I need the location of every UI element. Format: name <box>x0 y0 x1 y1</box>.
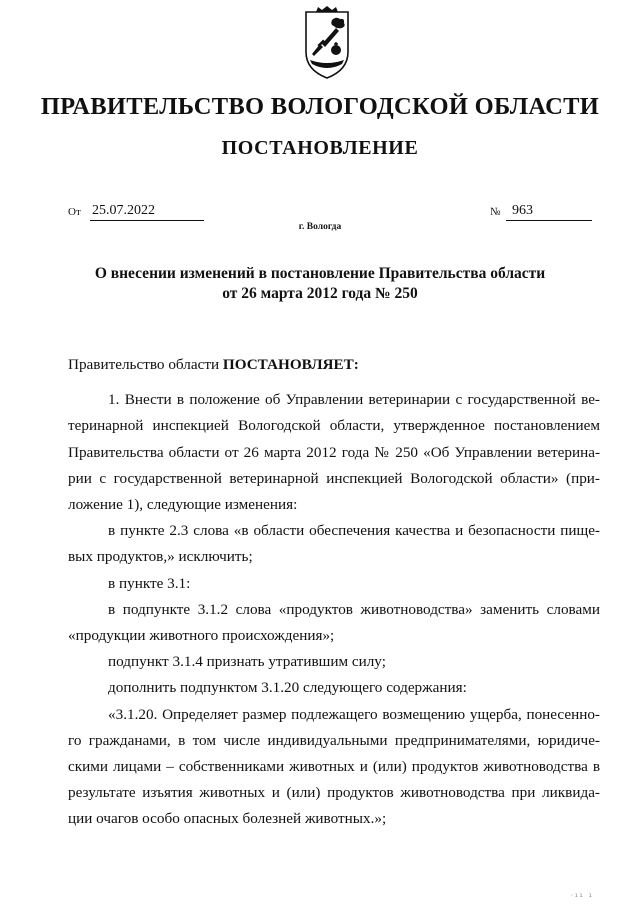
paragraph-line: дополнить подпунктом 3.1.20 следующего содержания: <box>108 679 467 697</box>
paragraph-line: в пункте 3.1: <box>108 574 191 592</box>
subject-line-1: О внесении изменений в постановление Правительства области <box>94 265 546 282</box>
paragraph-line: 1. Внести в положение об Управлении ветеринарии с государственной ве- <box>108 391 600 409</box>
paragraph-4 <box>68 597 600 649</box>
intro-keyword: ПОСТАНОВЛЯЕТ: <box>222 356 359 373</box>
paragraph-line: в подпункте 3.1.2 слова «продуктов животноводства» заменить словами <box>108 600 600 618</box>
paragraph-line: в пункте 2.3 слова «в области обеспечения качества и безопасности пище- <box>108 522 600 540</box>
paragraph-7 <box>68 702 600 833</box>
paragraph-line: результате изъятия животных и (или) продуктов животноводства при ликвида- <box>68 784 600 802</box>
city-label: г. Вологда <box>298 222 342 232</box>
document-number: 963 <box>506 203 592 221</box>
document-date: 25.07.2022 <box>90 203 204 221</box>
paragraph-3 <box>68 571 600 597</box>
paragraph-line: скими лицами – собственниками животных и (или) продуктов животноводства в <box>68 758 600 776</box>
subject-line-2: от 26 марта 2012 года № 250 <box>222 285 418 302</box>
intro-paragraph <box>68 352 600 378</box>
paragraph-line: «3.1.20. Определяет размер подлежащего возмещению ущерба, понесенно- <box>108 705 600 723</box>
paragraph-5 <box>68 649 600 675</box>
paragraph-line: вых продуктов,» исключить; <box>68 548 253 566</box>
paragraph-line: «продукции животного происхождения»; <box>68 627 335 645</box>
date-label: От <box>68 206 81 218</box>
footer-mark: ·ıı ı <box>570 892 594 899</box>
paragraph-6 <box>68 675 600 701</box>
paragraph-line: подпункт 3.1.4 признать утратившим силу; <box>108 653 386 671</box>
document-subject <box>0 264 640 304</box>
paragraph-line: теринарной инспекцией Вологодской области, утвержденное постановлением <box>68 417 600 435</box>
document-body <box>68 352 600 833</box>
paragraph-line: ции очагов особо опасных болезней животных.»; <box>68 810 387 828</box>
paragraph-line: ложение 1), следующие изменения: <box>68 496 298 514</box>
vologda-coat-of-arms-icon <box>302 6 352 82</box>
intro-text: Правительство области <box>68 356 223 373</box>
paragraph-line: Правительства области от 26 марта 2012 года № 250 «Об Управлении ветерина- <box>68 443 600 461</box>
paragraph-1 <box>68 387 600 518</box>
government-title: ПРАВИТЕЛЬСТВО ВОЛОГОДСКОЙ ОБЛАСТИ <box>40 93 600 120</box>
number-label: № <box>490 206 501 218</box>
paragraph-line: рии с государственной ветеринарной инспекцией Вологодской области» (при- <box>68 469 600 487</box>
document-type-title: ПОСТАНОВЛЕНИЕ <box>221 137 419 159</box>
paragraph-line: го гражданами, в том числе индивидуальными предпринимателями, юридиче- <box>68 731 600 749</box>
paragraph-2 <box>68 518 600 570</box>
